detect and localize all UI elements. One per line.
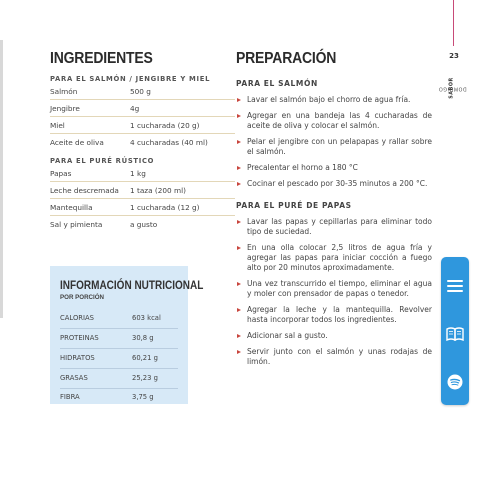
ingredient-qty: 1 kg [130, 165, 235, 182]
table-row [50, 165, 235, 182]
left-edge-bar [0, 40, 3, 318]
table-row [50, 100, 235, 117]
list-item: Lavar las papas y cepillarlas para eliminar todo tipo de suciedad. [236, 217, 432, 237]
ingredients-heading: INGREDIENTES [50, 48, 153, 67]
table-row [50, 182, 235, 199]
nutrition-label: PROTEINAS [60, 334, 99, 342]
ingredient-name: Mantequilla [50, 199, 130, 216]
menu-button[interactable] [441, 271, 469, 301]
nutrition-label: HIDRATOS [60, 354, 95, 362]
book-button[interactable] [441, 319, 469, 349]
list-item: Adicionar sal a gusto. [236, 331, 432, 341]
table-row [50, 199, 235, 216]
salmon-ingredients-subheading: PARA EL SALMÓN / JENGIBRE Y MIEL [50, 75, 211, 83]
menu-icon [447, 279, 463, 293]
nutrition-row [60, 387, 178, 407]
pure-ingredients-subheading: PARA EL PURÉ RÚSTICO [50, 157, 155, 165]
nutrition-row [60, 368, 178, 389]
ingredient-qty: 1 cucharada (12 g) [130, 199, 235, 216]
nutrition-subtitle: POR PORCIÓN [60, 294, 105, 301]
ingredient-name: Miel [50, 117, 130, 134]
nutrition-value: 60,21 g [132, 354, 158, 362]
table-row [50, 83, 235, 100]
preparation-heading: PREPARACIÓN [236, 48, 337, 67]
table-row [50, 216, 235, 233]
ingredient-name: Leche descremada [50, 182, 130, 199]
nutrition-label: CALORIAS [60, 314, 94, 322]
nutrition-row [60, 348, 178, 369]
pure-steps-subheading: PARA EL PURÉ DE PAPAS [236, 201, 352, 210]
table-row [50, 117, 235, 134]
list-item: Lavar el salmón bajo el chorro de agua fría. [236, 95, 432, 105]
salmon-steps-list [236, 95, 432, 195]
list-item: En una olla colocar 2,5 litros de agua fría y agregar las papas para iniciar cocción a fuego alto por 20 minutos aproximadamente. [236, 243, 432, 273]
pure-ingredients-table [50, 165, 235, 232]
accent-line [453, 0, 454, 46]
ingredient-qty: a gusto [130, 219, 158, 229]
nutrition-value: 603 kcal [132, 314, 161, 322]
table-row [50, 134, 235, 151]
ingredient-qty: 1 taza (200 ml) [130, 182, 235, 199]
list-item: Agregar en una bandeja las 4 cucharadas de aceite de oliva y colocar el salmón. [236, 111, 432, 131]
nutrition-box [50, 266, 204, 404]
nutrition-value: 25,23 g [132, 374, 158, 382]
nutrition-label: FIBRA [60, 393, 80, 401]
page-number: 23 [449, 52, 459, 60]
spotify-icon [447, 374, 463, 390]
nutrition-title: INFORMACIÓN NUTRICIONAL [60, 280, 204, 293]
pure-steps-list [236, 217, 432, 373]
ingredient-name: Aceite de oliva [50, 137, 104, 147]
ingredient-name: Sal y pimienta [50, 219, 103, 229]
list-item: Precalentar el horno a 180 °C [236, 163, 432, 173]
side-label-bold: SABOR [449, 77, 455, 99]
salmon-steps-subheading: PARA EL SALMÓN [236, 79, 318, 88]
spotify-button[interactable] [441, 367, 469, 397]
ingredient-qty: 1 cucharada (20 g) [130, 117, 235, 134]
nutrition-label: GRASAS [60, 374, 88, 382]
nutrition-value: 30,8 g [132, 334, 154, 342]
nutrition-row [60, 328, 178, 349]
ingredient-qty: 4g [130, 100, 235, 117]
ingredient-qty: 500 g [130, 83, 235, 100]
list-item: Servir junto con el salmón y unas rodajas de limón. [236, 347, 432, 367]
side-section-label [437, 66, 467, 110]
ingredient-qty: 4 cucharadas (40 ml) [130, 137, 208, 147]
list-item: Una vez transcurrido el tiempo, eliminar el agua y moler con prensador de papas o tenedor. [236, 279, 432, 299]
list-item: Pelar el jengibre con un pelapapas y rallar sobre el salmón. [236, 137, 432, 157]
side-label-light: DOMINGO [437, 85, 467, 91]
nutrition-value: 3,75 g [132, 393, 154, 401]
book-icon [446, 327, 464, 341]
salmon-ingredients-table [50, 83, 235, 150]
list-item: Cocinar el pescado por 30-35 minutos a 200 °C. [236, 179, 432, 189]
ingredient-name: Salmón [50, 83, 130, 100]
ingredient-name: Jengibre [50, 100, 130, 117]
list-item: Agregar la leche y la mantequilla. Revolver hasta incorporar todos los ingredientes. [236, 305, 432, 325]
ingredient-name: Papas [50, 165, 130, 182]
floating-side-panel [441, 257, 469, 405]
nutrition-row [60, 308, 178, 329]
